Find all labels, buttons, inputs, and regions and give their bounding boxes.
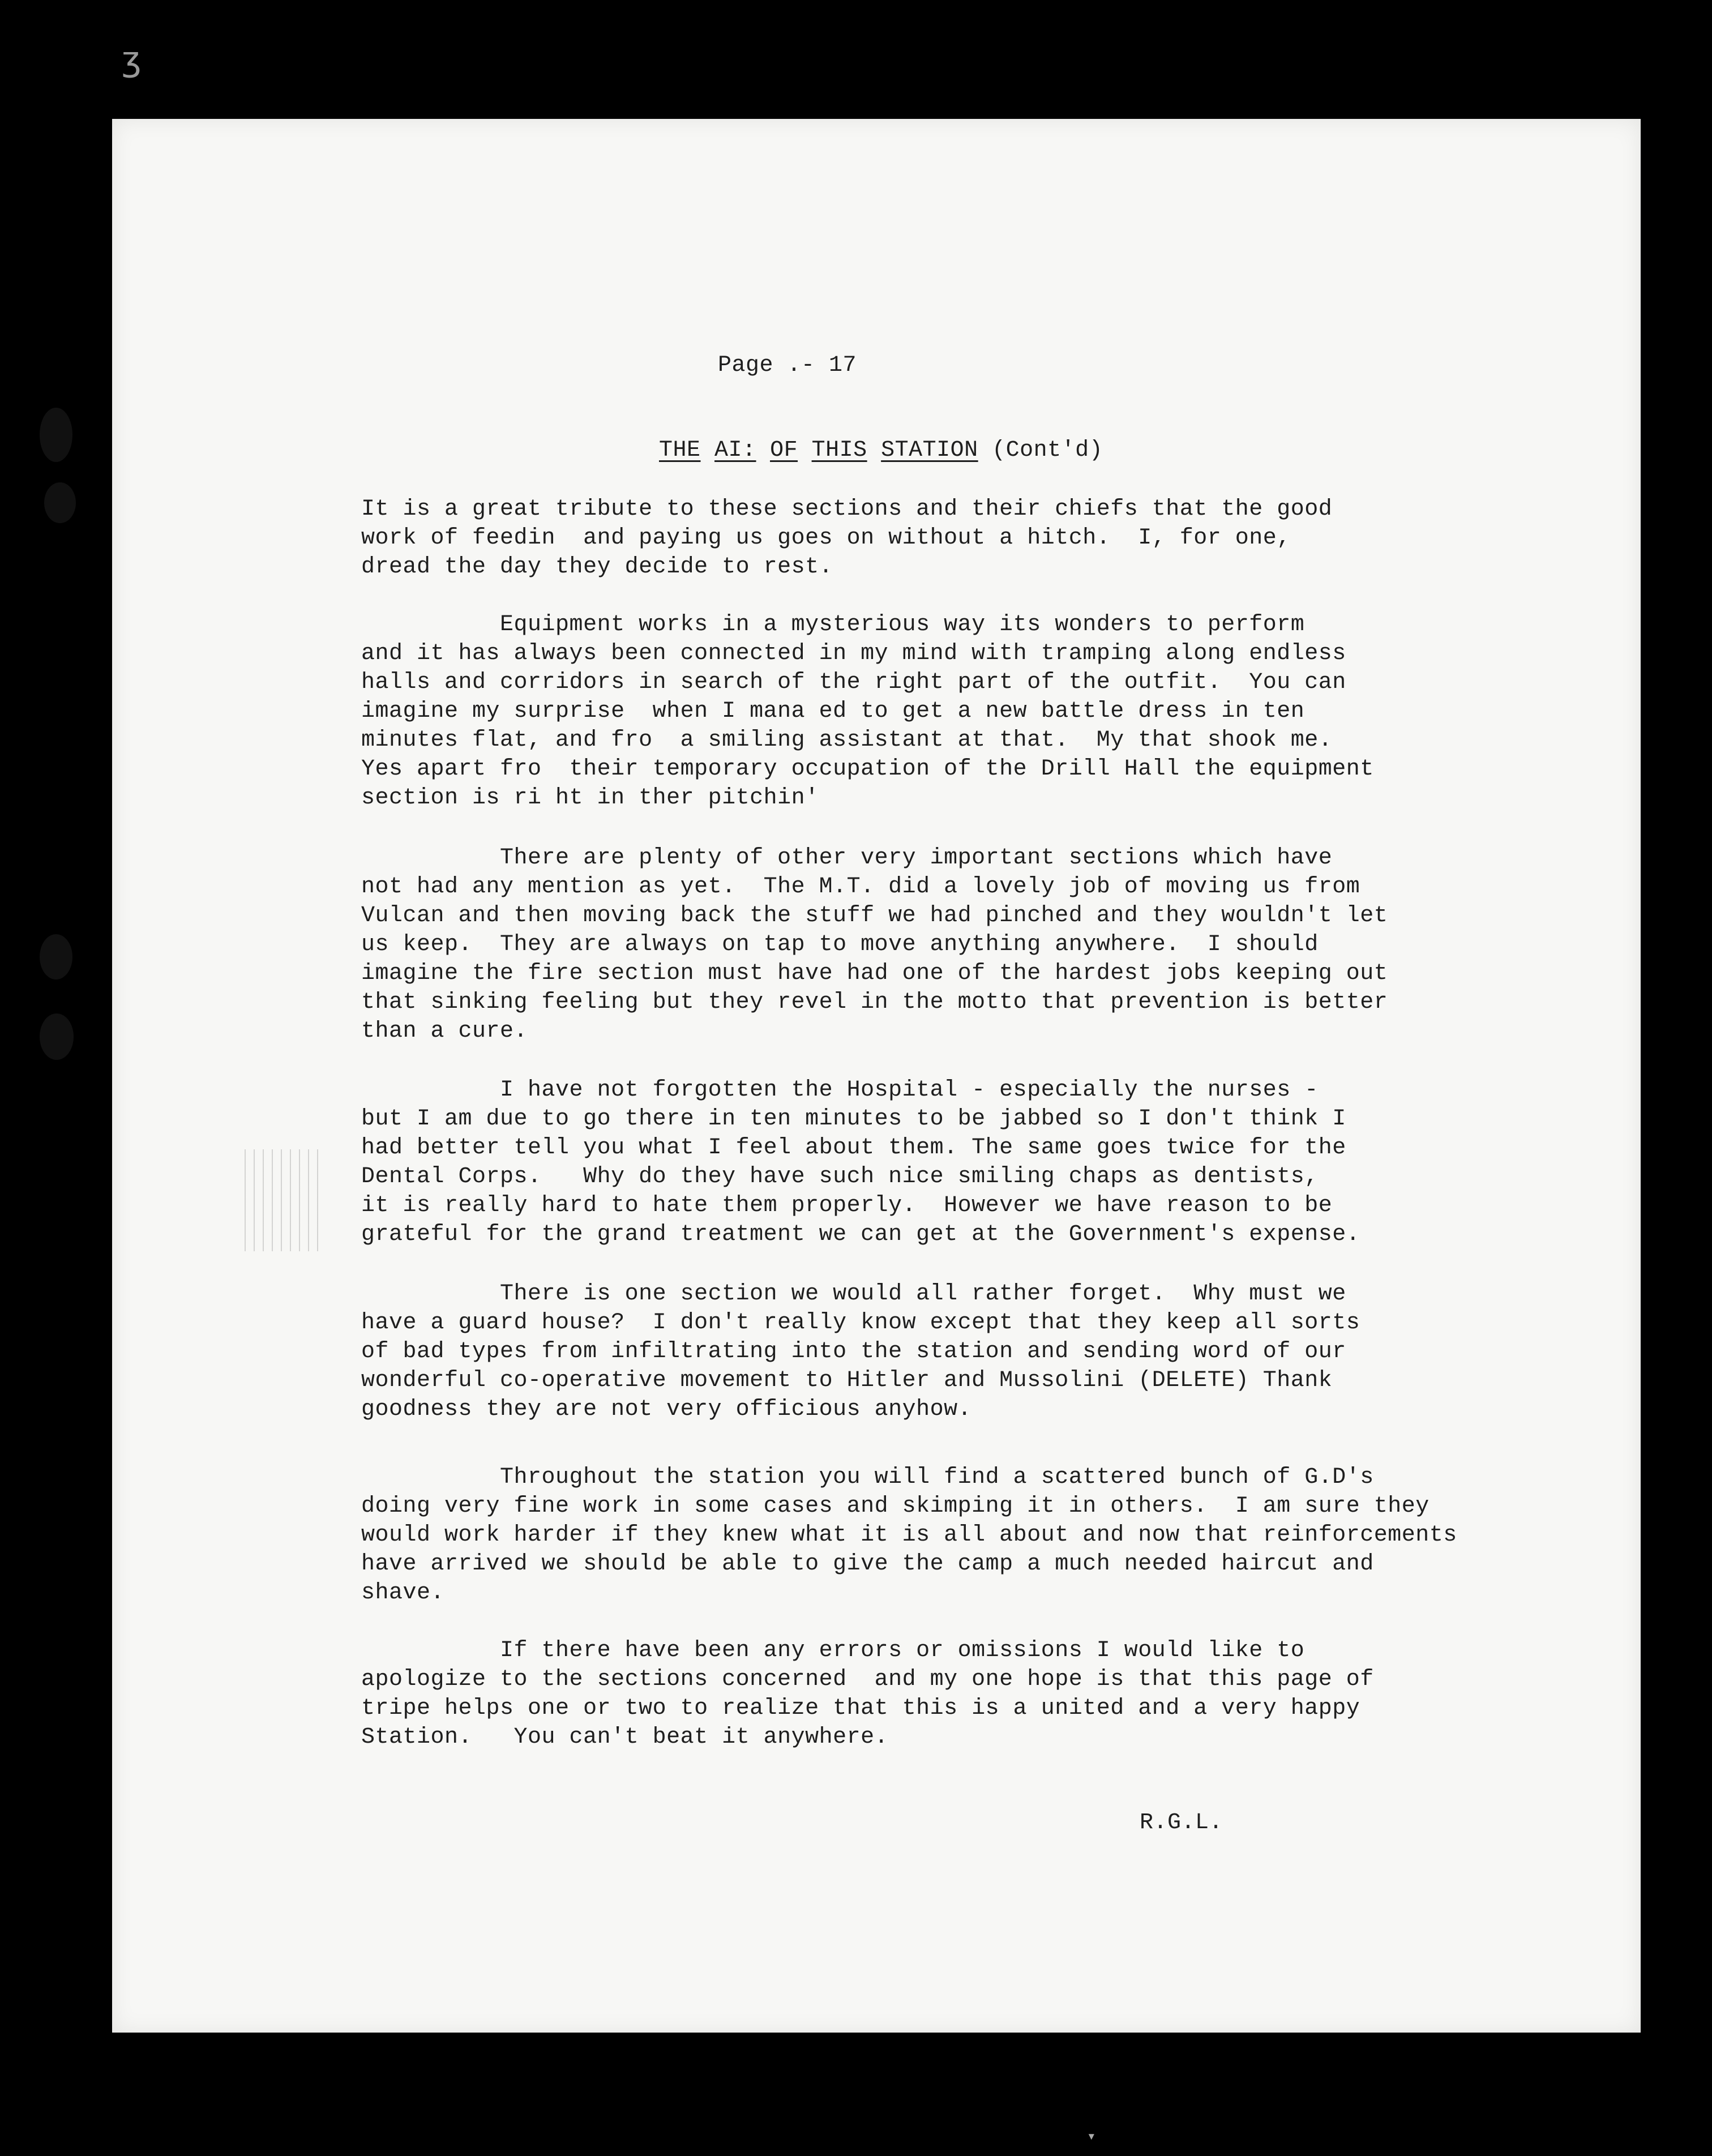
typewritten-page — [112, 119, 1641, 2033]
margin-tick-mark: ʒ — [122, 40, 142, 79]
punch-hole — [40, 934, 72, 979]
paragraph-other-sections: There are plenty of other very important sections which have not had any mention as yet. The M.T. did a lovely job of moving us from Vulcan and then moving back the stuff we had pinched and they wouldn't let us keep. They are always on tap to move anything anywhere. I should imagine the fire section must have had one of the hardest jobs keeping out that sinking feeling but they revel in the motto that prevention is better than a cure. — [361, 845, 1388, 1044]
paragraph-apology: If there have been any errors or omissions I would like to apologize to the sections concerned and my one hope is that this page of tripe helps one or two to realize that this is a united and a very happy Station. You can't beat it anywhere. — [361, 1638, 1374, 1750]
title-word: OF — [770, 438, 798, 463]
title-suffix: (Cont'd) — [978, 438, 1103, 463]
title-word: AI: — [714, 438, 756, 463]
page-number: Page .- 17 — [718, 353, 857, 378]
paragraph-gds: Throughout the station you will find a scattered bunch of G.D's doing very fine work in some cases and skimping it in others. I am sure they would work harder if they knew what it is all about and now that reinforcements have arrived we should be able to give the camp a much needed haircut and shave. — [361, 1465, 1457, 1606]
margin-marks — [237, 1149, 322, 1251]
punch-hole — [40, 408, 72, 462]
punch-hole — [44, 482, 76, 523]
title-word: THIS — [811, 438, 867, 463]
paragraph-hospital: I have not forgotten the Hospital - especially the nurses - but I am due to go there in ten minutes to be jabbed so I don't think I had better tell you what I feel about them. The same goes twice for the Dental Corps. Why do they have such nice smiling chaps as dentists, it is really hard to hate them properly. However we have reason to be grateful for the grand treatment we can get at the Government's expense. — [361, 1077, 1360, 1247]
punch-hole — [40, 1013, 74, 1060]
paragraph-equipment: Equipment works in a mysterious way its wonders to perform and it has always been connected in my mind with tramping along endless halls and corridors in search of the right part of the outfit. You can imagine my surprise when I mana ed to get a new battle dress in ten minutes flat, and fro a smiling assistant at that. My that shook me. Yes apart fro their temporary occupation of the Drill Hall the equipment section is ri ht in ther pitchin' — [361, 612, 1374, 811]
title-word: THE — [659, 438, 701, 463]
title-word: STATION — [881, 438, 978, 463]
signature-initials: R.G.L. — [1140, 1810, 1223, 1836]
paragraph-sections-tribute: It is a great tribute to these sections and their chiefs that the good work of feedin and paying us goes on without a hitch. I, for one, dread the day they decide to rest. — [361, 497, 1333, 580]
paragraph-guard-house: There is one section we would all rather forget. Why must we have a guard house? I don't really know except that they keep all sorts of bad types from infiltrating into the station and sending word of our wonderful co-operative movement to Hitler and Mussolini (DELETE) Thank goodness they are not very officious anyhow. — [361, 1281, 1360, 1422]
film-mark: ▾ — [1087, 2128, 1096, 2145]
page-title — [659, 436, 1103, 465]
